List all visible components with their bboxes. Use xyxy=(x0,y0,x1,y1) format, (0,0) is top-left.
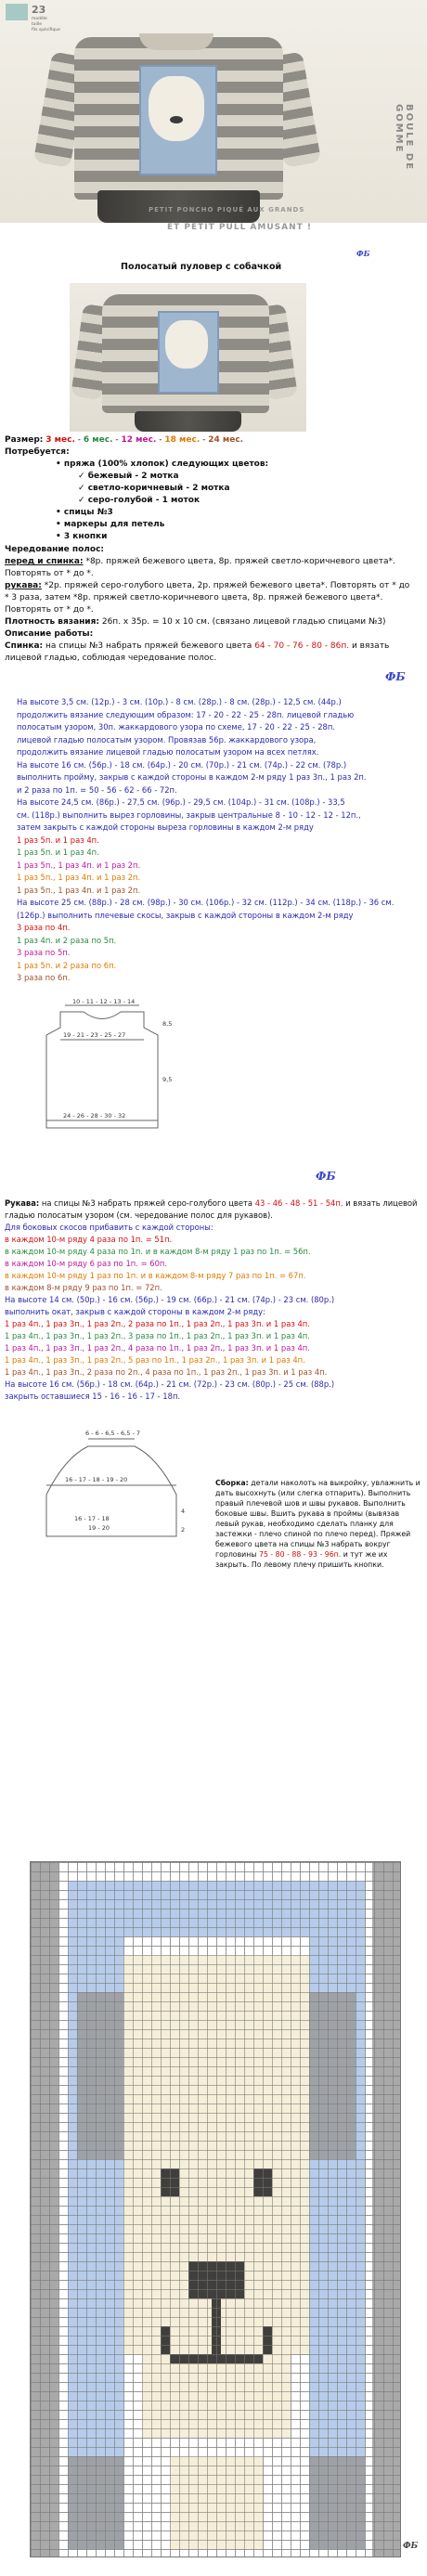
schema1-chest-label: 19 - 21 - 23 - 25 - 27 xyxy=(63,1031,126,1039)
back-line: 3 раза по 6п. xyxy=(17,973,71,982)
stripes-heading: Чередование полос: xyxy=(5,545,105,554)
back-line: На высоте 16 см. (56р.) - 18 см. (64р.) - 20 см. (70р.) - 21 см. (74р.) - 22 см. (78р.) xyxy=(17,759,347,770)
body-outline xyxy=(46,1012,158,1128)
yarn-color-1: ✓ бежевый - 2 мотка xyxy=(78,472,179,481)
work-heading: Описание работы: xyxy=(5,629,94,639)
magazine-photo xyxy=(0,0,427,223)
sleeve-line: 1 раз 4п., 1 раз 3п., 1 раз 2п., 2 раза по 1п., 1 раз 2п., 1 раз 3п. и 1 раз 4п. xyxy=(5,1319,310,1328)
sleeve-line: выполнить окат, закрыв с каждой стороны в каждом 2-м ряду: xyxy=(5,1307,265,1316)
yarn-color-3: ✓ серо-голубой - 1 моток xyxy=(78,496,201,505)
magazine-caption-1: PETIT PONCHO PIQUÉ AUX GRANDS xyxy=(149,206,305,214)
sleeve-line: закрыть оставшиеся 15 - 16 - 16 - 17 - 18п. xyxy=(5,1392,181,1401)
dog-motif-head xyxy=(149,76,204,141)
size-5: 24 мес. xyxy=(208,435,244,445)
back-line: выполнить пройму, закрыв с каждой стороны в каждом 2-м ряду 1 раз 3п., 1 раз 2п. xyxy=(17,772,367,782)
size-line: Размер: 3 мес. - 6 мес. - 12 мес. - 18 мес. - 24 мес. xyxy=(5,435,244,445)
back-line: 1 раз 5п. и 1 раз 4п. xyxy=(17,848,99,857)
sweater-collar xyxy=(139,33,214,50)
back-line: полосатым узором, 30п. жаккардового узора по схеме, 17 - 20 - 22 - 25 - 28п. xyxy=(17,722,335,731)
stripes-section xyxy=(5,544,413,665)
schema2-width-label: 16 - 17 - 18 - 19 - 20 xyxy=(65,1476,128,1483)
back-line: 1 раз 5п., 1 раз 4п. и 1 раз 2п. xyxy=(17,860,141,870)
body-schema xyxy=(19,998,204,1137)
back-line: 1 раз 5п., 1 раз 4п. и 1 раз 2п. xyxy=(17,885,141,895)
schema2-side-label-1: 2 xyxy=(181,1526,186,1534)
chart-grid-overlay xyxy=(31,1862,400,2557)
sleeve-schema xyxy=(19,1420,204,1550)
sleeve-line: На высоте 14 см. (50р.) - 16 см. (56р.) - 19 см. (66р.) - 21 см. (74р.) - 23 см. (80р.) xyxy=(5,1295,335,1304)
sleeve-line: На высоте 16 см. (56р.) - 18 см. (64р.) - 21 см. (72р.) - 23 см. (80р.) - 25 см. (88р.) xyxy=(5,1379,335,1389)
sleeve-line: в каждом 10-м ряду 4 раза по 1п. = 51п. xyxy=(5,1235,173,1244)
back-line: (126р.) выполнить плечевые скосы, закрыв с каждой стороны в каждом 2-м ряду xyxy=(17,910,354,920)
sleeve-line: в каждом 10-м ряду 6 раз по 1п. = 60п. xyxy=(5,1259,168,1268)
back-line: На высоте 3,5 см. (12р.) - 3 см. (10р.) - 8 см. (28р.) - 8 см. (28р.) - 12,5 см. (44р.) xyxy=(17,697,342,706)
back-line: 1 раз 4п. и 2 раза по 5п. xyxy=(17,935,117,945)
sleeve-line: 1 раз 4п., 1 раз 3п., 1 раз 2п., 5 раз по 1п., 1 раз 2п., 1 раз 3п. и 1 раз 4п. xyxy=(5,1355,305,1365)
schema2-bottom-label-1: 16 - 17 - 18 xyxy=(74,1515,110,1522)
sleeve-line: в каждом 8-м ряду 9 раз по 1п. = 72п. xyxy=(5,1283,162,1292)
size-4: 18 мес. xyxy=(164,435,201,445)
pattern-title: Полосатый пуловер с собачкой xyxy=(121,262,282,272)
size-label: Размер: xyxy=(5,435,44,445)
back-line: продолжить вязание лицевой гладью полосатым узором на всех петлях. xyxy=(17,747,319,757)
back-line: и 2 раза по 1п. = 50 - 56 - 62 - 66 - 72п. xyxy=(17,784,177,795)
sleeve-intro: Рукава: на спицы №3 набрать пряжей серо-голубого цвета 43 - 46 - 48 - 51 - 54п. и вязать лицевой гладью полосатым узором (см. чередование полос для рукавов). xyxy=(5,1198,418,1220)
back-line: 1 раз 5п. и 1 раз 4п. xyxy=(17,835,99,845)
sleeve-line: Для боковых скосов прибавить с каждой стороны: xyxy=(5,1223,214,1232)
magazine-caption-2: ET PETIT PULL AMUSANT ! xyxy=(167,223,313,232)
schema1-side-label-1: 8,5 xyxy=(162,1020,173,1028)
back-line: 1 раз 5п. и 2 раза по 6п. xyxy=(17,960,117,970)
magazine-side-title: BOULE DE GOMME xyxy=(394,104,414,172)
back-line: 3 раза по 4п. xyxy=(17,923,71,932)
sleeve-line: в каждом 10-м ряду 4 раза по 1п. и в каждом 8-м ряду 1 раз по 1п. = 56п. xyxy=(5,1247,311,1256)
yarn-color-2: ✓ светло-коричневый - 2 мотка xyxy=(78,484,230,493)
schema1-width-label: 24 - 26 - 28 - 30 - 32 xyxy=(63,1112,126,1120)
schema2-top-label: 6 - 6 - 6,5 - 6,5 - 7 xyxy=(85,1430,140,1437)
stripes-front: перед и спинка: *8р. пряжей бежевого цвета, 8р. пряжей светло-коричневого цвета*. Повторять от * до *. xyxy=(5,557,395,578)
sleeve-outline xyxy=(46,1446,176,1536)
sleeve-line: 1 раз 4п., 1 раз 3п., 1 раз 2п., 3 раза по 1п., 1 раз 2п., 1 раз 3п. и 1 раз 4п. xyxy=(5,1331,310,1340)
assembly-text: Сборка: детали наколоть на выкройку, увлажнить и дать высохнуть (или слегка отпарить). Выполнить правый плечевой шов и швы рукавов. Выполнить боковые швы. Вшить рукава в проймы (вывязав левый рукав, необходимо сделать планку для застежки - плечо спиной по плечо перед). Пряжей бежевого цвета на спицы №3 набрать вокруг горловины 75 - 80 - 88 - 93 - 96п. и тут же их закрыть. По левому плечу пришить кнопки. xyxy=(215,1479,421,1569)
yarn-intro: • пряжа (100% хлопок) следующих цветов: xyxy=(56,460,269,469)
sleeve-line: 1 раз 4п., 1 раз 3п., 2 раза по 2п., 4 раза по 1п., 1 раз 2п., 1 раз 3п. и 1 раз 4п. xyxy=(5,1367,328,1377)
back-line: 1 раз 5п., 1 раз 4п. и 1 раз 2п. xyxy=(17,873,141,882)
material-needles: • спицы №3 xyxy=(56,508,113,517)
sleeve-instructions xyxy=(5,1222,422,1403)
page-number: 23 xyxy=(32,4,46,16)
watermark-logo-2: ФБ xyxy=(385,670,406,683)
watermark-logo-4: ФБ xyxy=(403,2542,419,2551)
back-line: На высоте 25 см. (88р.) - 28 см. (98р.) - 30 см. (106р.) - 32 см. (112р.) - 34 см. (118р.) - 36 см. xyxy=(17,898,395,907)
sweater-photo-pants xyxy=(135,411,241,432)
back-intro: Спинка: на спицы №3 набрать пряжей бежевого цвета 64 - 70 - 76 - 80 - 86п. и вязать лицевой гладью, соблюдая чередование полос. xyxy=(5,641,390,663)
back-line: На высоте 24,5 см. (86р.) - 27,5 см. (96р.) - 29,5 см. (104р.) - 31 см. (108р.) - 33,5 xyxy=(17,797,345,807)
sweater-photo xyxy=(70,283,306,432)
watermark-logo-3: ФБ xyxy=(316,1170,336,1183)
back-line: см. (118р.) выполнить вырез горловины, закрыв центральные 8 - 10 - 12 - 12 - 12п., xyxy=(17,809,361,820)
sleeve-line: в каждом 10-м ряду 1 раз по 1п. и в каждом 8-м ряду 7 раз по 1п. = 67п. xyxy=(5,1271,306,1280)
sleeve-line: 1 раз 4п., 1 раз 3п., 1 раз 2п., 4 раза по 1п., 1 раз 2п., 1 раз 3п. и 1 раз 4п. xyxy=(5,1343,310,1353)
jacquard-chart xyxy=(30,1861,401,2557)
watermark-logo: ФБ xyxy=(356,249,370,258)
material-buttons: • 3 кнопки xyxy=(56,532,108,541)
material-markers: • маркеры для петель xyxy=(56,520,165,529)
schema2-bottom-label-2: 19 - 20 xyxy=(88,1524,110,1532)
schema2-side-label-2: 4 xyxy=(181,1508,186,1515)
needed-label: Потребуется: xyxy=(5,447,70,457)
dog-motif-nose xyxy=(170,116,183,123)
back-line: затем закрыть с каждой стороны выреза горловины в каждом 2-м ряду xyxy=(17,822,314,832)
back-line: продолжить вязание следующим образом: 17 - 20 - 22 - 25 - 28п. лицевой гладью xyxy=(17,709,355,719)
page-number-badge xyxy=(6,4,28,20)
back-line: 3 раза по 5п. xyxy=(17,948,71,957)
size-2: 6 мес. xyxy=(83,435,113,445)
materials-list xyxy=(56,459,418,543)
density: Плотность вязания: 26п. х 35р. = 10 х 10 см. (связано лицевой гладью спицами №3) xyxy=(5,617,386,627)
size-3: 12 мес. xyxy=(121,435,157,445)
size-1: 3 мес. xyxy=(45,435,75,445)
schema1-side-label-2: 9,5 xyxy=(162,1076,173,1083)
sweater-photo-dog-head xyxy=(165,320,208,369)
magazine-small-text: modèle taille fils spécifique xyxy=(32,17,60,32)
back-instructions xyxy=(17,696,416,985)
stripes-sleeves: рукава: *2р. пряжей серо-голубого цвета, 2р. пряжей бежевого цвета*. Повторять от * до * 3 раза, затем *8р. пряжей светло-коричневого цвета, 8р. пряжей бежевого цвета*. Повторять от * до *. xyxy=(5,581,410,615)
schema1-neck-label: 10 - 11 - 12 - 13 - 14 xyxy=(72,998,136,1005)
back-line: лицевой гладью полосатым узором. Провязав 56р. жаккардового узора, xyxy=(17,734,317,744)
